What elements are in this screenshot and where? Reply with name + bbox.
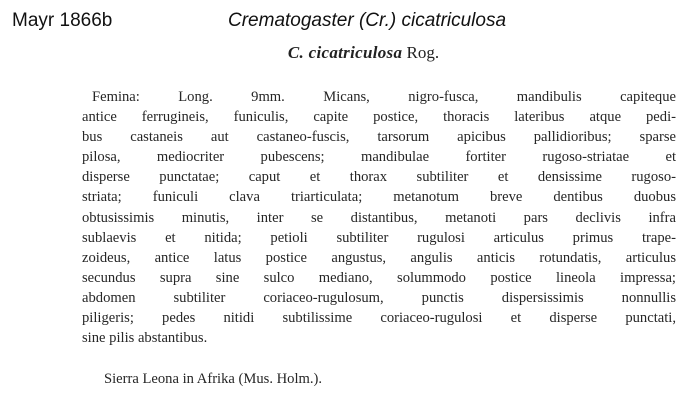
description-line: Femina: Long. 9mm. Micans, nigro-fusca, mandibulis capiteque — [92, 89, 676, 105]
locality-line: Sierra Leona in Afrika (Mus. Holm.). — [104, 371, 323, 387]
description-line: sublaevis et nitida; petioli subtiliter rugulosi articulus primus trape- — [82, 229, 676, 246]
description-paragraph — [82, 87, 676, 348]
description-line: disperse punctatae; caput et thorax subtiliter et densissime rugoso- — [82, 169, 676, 186]
description-line: sine pilis abstantibus. — [82, 330, 208, 347]
description-line: piligeris; pedes nitidi subtilissime coriaceo-rugulosi et disperse punctati, — [82, 310, 676, 327]
description-line: abdomen subtiliter coriaceo-rugulosum, punctis dispersissimis nonnullis — [82, 289, 676, 306]
species-title: Crematogaster (Cr.) cicatriculosa — [228, 10, 507, 31]
description-line: striata; funiculi clava triarticulata; metanotum breve dentibus duobus — [82, 189, 676, 206]
description-line: zoideus, antice latus postice angustus, angulis anticis rotundatis, articulus — [82, 249, 676, 266]
species-heading — [0, 43, 689, 63]
description-line: pilosa, mediocriter pubescens; mandibulae fortiter rugoso-striatae et — [82, 149, 676, 166]
description-line: antice ferrugineis, funiculis, capite postice, thoracis lateribus atque pedi- — [82, 109, 676, 126]
description-line: secundus supra sine sulco mediano, solummodo postice lineola impressa; — [82, 269, 676, 286]
description-line: bus castaneis aut castaneo-fuscis, tarsorum apicibus pallidioribus; sparse — [82, 129, 676, 146]
taxon-author: Rog. — [406, 43, 440, 62]
description-line: obtusissimis minutis, inter se distantibus, metanoti pars declivis infra — [82, 209, 676, 226]
taxon-name: C. cicatriculosa — [287, 43, 403, 62]
citation-label: Mayr 1866b — [12, 10, 113, 31]
